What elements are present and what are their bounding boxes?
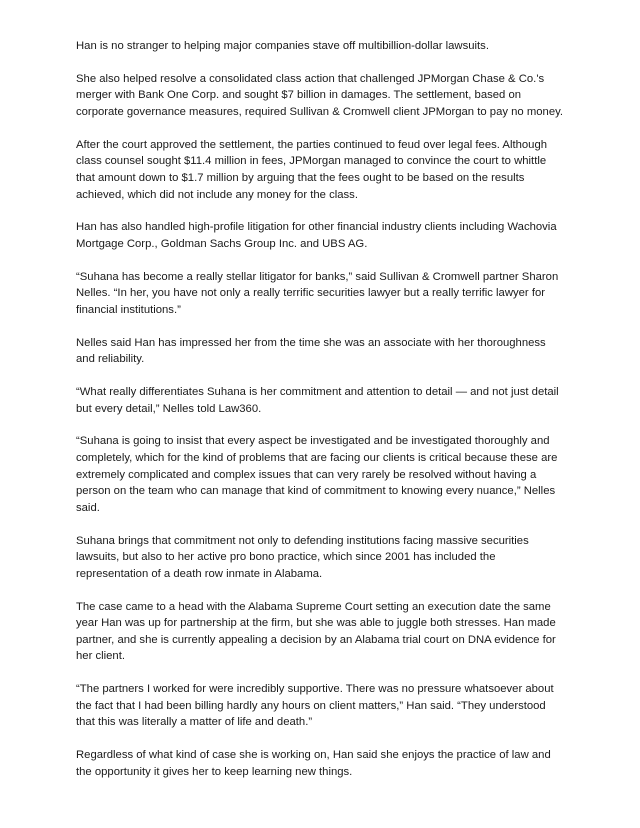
paragraph: Nelles said Han has impressed her from the time she was an associate with her thoroughness and reliability. <box>76 336 546 366</box>
paragraph: Han is no stranger to helping major companies stave off multibillion-dollar lawsuits. <box>76 40 489 52</box>
paragraph: The case came to a head with the Alabama Supreme Court setting an execution date the same year Han was up for partnership at the firm, but she was able to juggle both stresses. Han made partner, and she is currently appealing a decision by an Alabama trial court on DNA evidence for her client. <box>76 600 556 663</box>
paragraph: Suhana brings that commitment not only to defending institutions facing massive securities lawsuits, but also to her active pro bono practice, which since 2001 has included the representation of a death row inmate in Alabama. <box>76 534 529 580</box>
paragraph: “The partners I worked for were incredibly supportive. There was no pressure whatsoever about the fact that I had been billing hardly any hours on client matters,” Han said. “They understood that this was literally a matter of life and death.” <box>76 683 554 729</box>
paragraph: She also helped resolve a consolidated class action that challenged JPMorgan Chase & Co.'s merger with Bank One Corp. and sought $7 billion in damages. The settlement, based on corporate governance measures, required Sullivan & Cromwell client JPMorgan to pay no money. <box>76 72 564 118</box>
paragraph: After the court approved the settlement, the parties continued to feud over legal fees. Although class counsel sought $11.4 million in fees, JPMorgan managed to convince the court to whittle that amount down to $1.7 million by arguing that the fees ought to be based on the results achieved, which did not include any money for the class. <box>76 138 548 201</box>
paragraph: “What really differentiates Suhana is her commitment and attention to detail — and not just detail but every detail,” Nelles told Law360. <box>76 386 559 415</box>
paragraph: “Suhana is going to insist that every aspect be investigated and be investigated thoroughly and completely, which for the kind of problems that are facing our clients is critical because these are extremely complicated and complex issues that can very rarely be resolved without having a person on the team who can manage that kind of commitment to knowing every nuance,” Nelles said. <box>76 435 558 514</box>
paragraph: Regardless of what kind of case she is working on, Han said she enjoys the practice of law and the opportunity it gives her to keep learning new things. <box>76 749 551 778</box>
paragraph: “Suhana has become a really stellar litigator for banks,” said Sullivan & Cromwell partner Sharon Nelles. “In her, you have not only a really terrific securities lawyer but a really terrific lawyer for financial institutions.” <box>76 270 559 316</box>
paragraph: Han has also handled high-profile litigation for other financial industry clients including Wachovia Mortgage Corp., Goldman Sachs Group Inc. and UBS AG. <box>76 221 557 250</box>
